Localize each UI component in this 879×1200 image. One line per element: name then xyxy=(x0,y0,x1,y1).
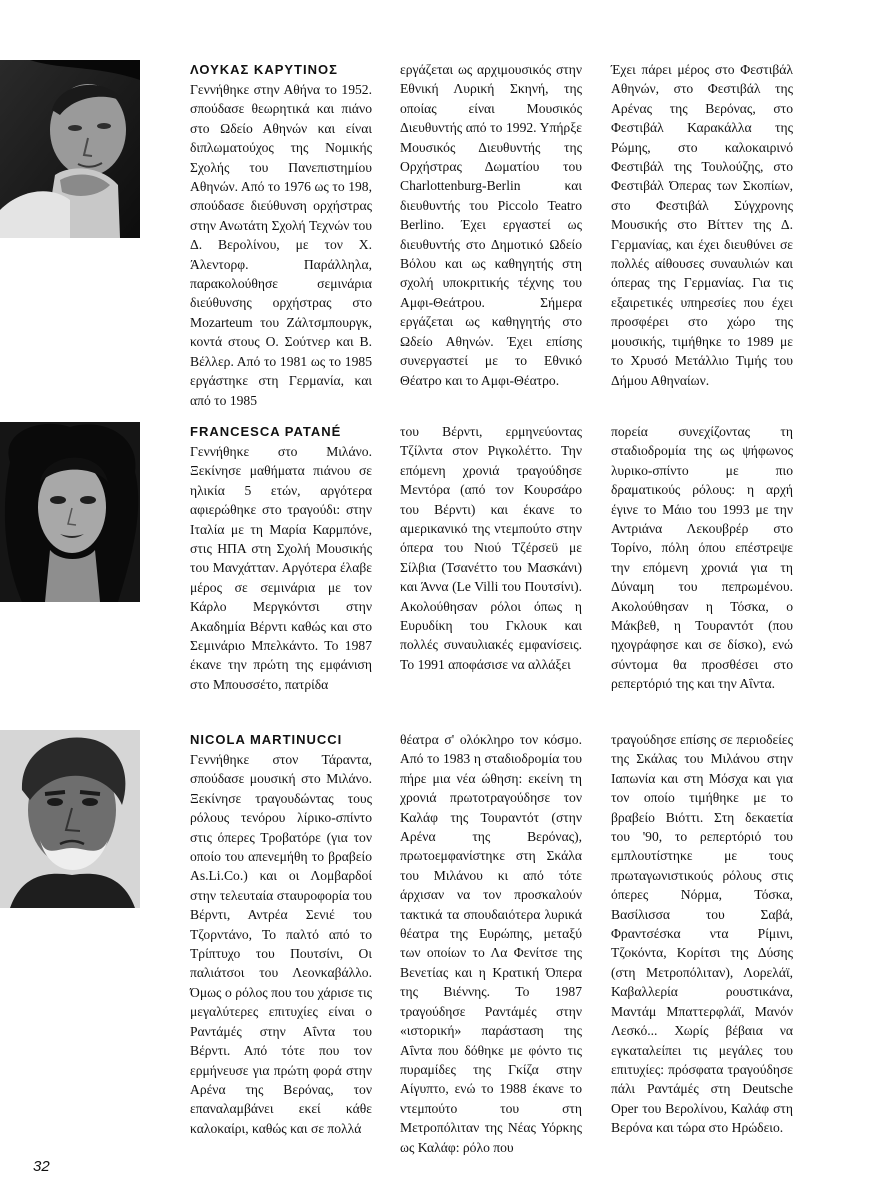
bio-martinucci-col3 xyxy=(611,730,793,1138)
bio-patane-col3 xyxy=(611,422,793,694)
portrait-man-beard-icon xyxy=(0,730,140,908)
bio-karytinos-col3 xyxy=(611,60,793,390)
bio-patane-col1 xyxy=(190,422,372,694)
photo-martinucci xyxy=(0,730,140,908)
bio-text: θέατρα σ' ολόκληρο τον κόσμο. Από το 1983 η σταδιοδρομία του πήρε μια νέα ώθηση: εκείνη τη χρονιά πρωτοτραγούδησε τον Καλάφ της Τουραντότ (στην Αρένα της Βερόνας), πρωτοεμφανίστηκε στη Σκάλα του Μιλάνου κι από τότε άρχισαν να τον προσκαλούν τακτικά τα σπουδαιότερα λυρικά θέατρα της Ευρώπης, μεταξύ των οποίων το Λα Φενίτσε της Βενετίας και η Κρατική Όπερα της Βιέννης. Το 1987 τραγούδησε Ραντάμές στην «ιστορική» παράσταση της Αΐντα που δόθηκε με φόντο τις πυραμίδες της Γκίζα στην Αίγυπτο, ενώ το 1988 έκανε το ντεμπούτο του στη Μετροπόλιταν της Νέας Υόρκης ως Καλάφ: ρόλο που xyxy=(400,732,582,1155)
portrait-woman-icon xyxy=(0,422,140,602)
bio-karytinos-col2 xyxy=(400,60,582,390)
bio-name: FRANCESCA PATANÉ xyxy=(190,424,342,439)
bio-patane-col2 xyxy=(400,422,582,674)
photo-patane xyxy=(0,422,140,602)
bio-text: εργάζεται ως αρχιμουσικός στην Εθνική Λυρική Σκηνή, της οποίας είναι Μουσικός Διευθυντής από το 1992. Υπήρξε Μουσικός Διευθυντής της Ορχήστρας Δωματίου του Charlottenburg-Berlin και διευθυντής του Piccolo Teatro Berlino. Έχει εργαστεί ως διευθυντής στο Δημοτικό Ωδείο Βόλου και ως καθηγητής στη σχολή υποκριτικής τέχνης του Αμφι-Θεάτρου. Σήμερα εργάζεται ως καθηγητής στο Ωδείο Αθηνών. Έχει επίσης συνεργαστεί με το Εθνικό Θέατρο και το Αμφι-Θέατρο. xyxy=(400,62,582,388)
bio-text: Γεννήθηκε στην Αθήνα το 1952. σπούδασε θεωρητικά και πιάνο στο Ωδείο Αθηνών και είναι διπλωματούχος της Νομικής Σχολής του Πανεπιστημίου Αθηνών. Από το 1976 ως το 198, σπούδασε διεύθυνση ορχήστρας στην Ανωτάτη Σχολή Τεχνών του Δ. Βερολίνου, με τον Χ. Άλεντορφ. Παράλληλα, παρακολούθησε σεμινάρια διεύθυνσης ορχήστρας στο Mozarteum του Ζάλτσμπουργκ, κοντά στους Ο. Σούτνερ και Β. Βέλλερ. Από το 1981 ως το 1985 εργάστηκε στη Γερμανία, και από το 1985 xyxy=(190,82,372,408)
bio-text: Γεννήθηκε στον Τάραντα, σπούδασε μουσική στο Μιλάνο. Ξεκίνησε τραγουδώντας τους ρόλους τενόρου λίρικο-σπίντο στις όπερες Τροβατόρε (για τον οποίο του απενεμήθη το βραβείο As.Li.Co.) και οι Λομβαρδοί στην τελευταία σταυροφορία του Βέρντι, Αντρέα Σενιέ του Τζορντάνο, Το παλτό από το Τρίπτυχο του Πουτσίνι, Οι παλιάτσοι του Λεονκαβάλλο. Όμως ο ρόλος που του χάρισε τις μεγαλύτερες επιτυχίες είναι ο Ραντάμές στην Αΐντα του Βέρντι. Από τότε που τον ερμήνευσε για πρώτη φορά στην Αρένα της Βερόνας, τον επαναλαμβάνει εκεί κάθε καλοκαίρι, καθώς και σε πολλά xyxy=(190,752,372,1136)
bio-name: NICOLA MARTINUCCI xyxy=(190,732,343,747)
bio-name: ΛΟΥΚΑΣ ΚΑΡΥΤΙΝΟΣ xyxy=(190,62,338,77)
page-number: 32 xyxy=(33,1158,50,1175)
bio-martinucci-col2 xyxy=(400,730,582,1157)
bio-text: Γεννήθηκε στο Μιλάνο. Ξεκίνησε μαθήματα πιάνου σε ηλικία 5 ετών, αργότερα αφιερώθηκε στο τραγούδι: στην Ιταλία με τη Μαρία Καρμπόνε, στις ΗΠΑ στη Σχολή Μουσικής του Μανχάτταν. Αργότερα έλαβε μέρος σε σεμινάρια με τον Κάρλο Μεργκόντσι στην Ακαδημία Βέρντι καθώς και στο Σεμινάριο Μπελκάντο. Το 1987 έκανε την πρώτη της εμφάνιση στο Μπουσσέτο, πατρίδα xyxy=(190,444,372,692)
bio-text: τραγούδησε επίσης σε περιοδείες της Σκάλας του Μιλάνου στην Ιαπωνία και στη Μόσχα και για τον οποίο τιμήθηκε με το βραβείο Βιόττι. Στη δεκαετία του '90, το ρεπερτόριό του εμπλουτίστηκε με τους πρωταγωνιστικούς ρόλους στις όπερες Νόρμα, Τόσκα, Βασίλισσα του Σαβά, Φραντσέσκα ντα Ρίμινι, Τζοκόντα, Κορίτσι της Δύσης (στη Μετροπόλιταν), Λορελάϊ, Καβαλλερία ρουστικάνα, Μαντάμ Μπαττερφλάϊ, Μανόν Λεσκό... Χωρίς βέβαια να εγκαταλείπει τις μεγάλες του επιτυχίες: πρόσφατα τραγούδησε πάλι Ραντάμές στη Deutsche Oper του Βερολίνου, Καλάφ στη Βερόνα και τώρα στο Ηρώδειο. xyxy=(611,732,793,1136)
bio-text: του Βέρντι, ερμηνεύοντας Τζίλντα στον Ριγκολέττο. Την επόμενη χρονιά τραγούδησε Μεντόρα (από τον Κουρσάρο του Βέρντι) και έκανε το αμερικανικό της ντεμπούτο στην όπερα του Νιού Τζέρσεϋ με Σίλβια (Τσανέττο του Μασκάνι) και Άννα (Le Villi του Πουτσίνι). Ακολούθησαν ρόλοι όπως η Ευρυδίκη του Γκλουκ και πολλές συναυλιακές εμφανίσεις. Το 1991 αποφάσισε να αλλάξει xyxy=(400,424,582,672)
portrait-man-icon xyxy=(0,60,140,238)
bio-martinucci-col1 xyxy=(190,730,372,1138)
photo-karytinos xyxy=(0,60,140,238)
bio-text: Έχει πάρει μέρος στο Φεστιβάλ Αθηνών, στο Φεστιβάλ της Αρένας της Βερόνας, στο Φεστιβάλ Καρακάλλα της Ρώμης, στο καλοκαιρινό Φεστιβάλ της Τουλούζης, στο Φεστιβάλ Όπερας των Σκοπίων, στο Φεστιβάλ Σύγχρονης Μουσικής στο Βίττεν της Δ. Γερμανίας, και έχει διευθύνει σε πολλές αίθουσες συναυλιών και όπερας της Γερμανίας. Για τις εξαιρετικές υπηρεσίες που έχει προσφέρει στο χώρο της μουσικής, τιμήθηκε το 1989 με το Χρυσό Μετάλλιο Τιμής του Δήμου Αθηναίων. xyxy=(611,62,793,388)
bio-text: πορεία συνεχίζοντας τη σταδιοδρομία της ως ψήφωνος λυρικο-σπίντο με πιο δραματικούς ρόλους: η αρχή έγινε το Μάιο του 1993 με την Αντριάνα Λεκουβρέρ στο Τορίνο, πόλη όπου επέστρεψε την επόμενη χρονιά για τη Δύναμη του πεπρωμένου. Ακολούθησαν η Τόσκα, ο Μάκβεθ, η Τουραντότ (που ηχογράφησε και σε δίσκο), ενώ σύντομα θα προσθέσει στο ρεπερτόριό της και την Αΐντα. xyxy=(611,424,793,692)
bio-karytinos-col1 xyxy=(190,60,372,410)
